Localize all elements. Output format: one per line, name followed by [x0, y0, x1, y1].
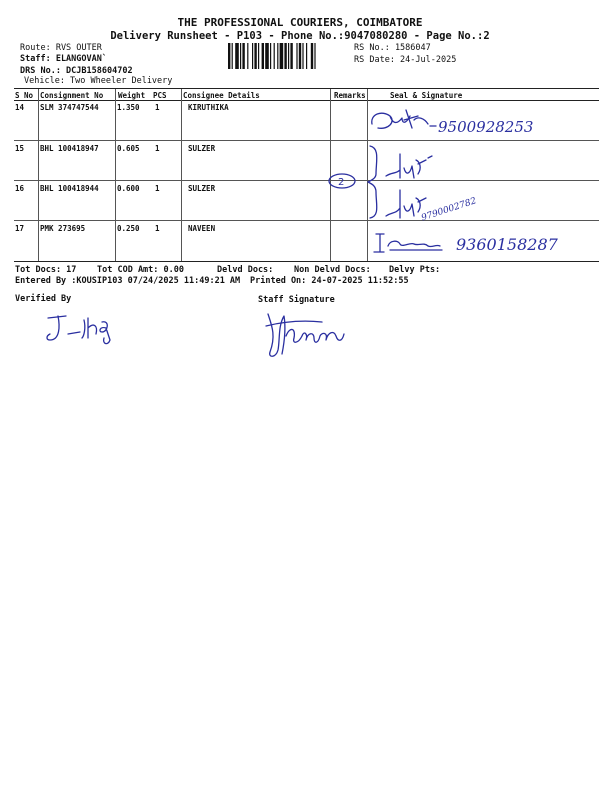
staff-signature — [262, 306, 362, 366]
row-sno: 17 — [15, 224, 25, 233]
row-sno: 15 — [15, 144, 25, 153]
total-cod-amount: Tot COD Amt: 0.00 — [97, 265, 184, 275]
row-divider — [14, 140, 599, 141]
staff-label: Staff: ELANGOVAN` — [20, 54, 107, 64]
barcode-bar — [277, 43, 278, 69]
remark-circled-number: 2 — [338, 177, 345, 188]
row-weight: 1.350 — [117, 103, 140, 112]
signature-row-15 — [382, 150, 442, 186]
barcode-bar — [284, 43, 286, 69]
col-header-signature: Seal & Signature — [390, 91, 463, 100]
barcode-bar — [240, 43, 241, 69]
col-header-remarks: Remarks — [334, 91, 366, 100]
barcode-image — [228, 43, 348, 69]
barcode-bar — [306, 43, 307, 69]
row-consignee: NAVEEN — [188, 224, 216, 233]
row-consignment: PMK 273695 — [40, 224, 86, 233]
barcode-bar — [247, 43, 248, 69]
barcode-bar — [242, 43, 244, 69]
rs-date: RS Date: 24-Jul-2025 — [354, 55, 457, 65]
col-header-sno: S No — [15, 91, 34, 100]
col-divider — [115, 89, 116, 261]
barcode-bar — [299, 43, 301, 69]
barcode-bar — [270, 43, 271, 69]
barcode-bar — [258, 43, 259, 69]
barcode-bar — [232, 43, 233, 69]
col-divider — [181, 89, 182, 261]
delivered-docs: Delvd Docs: — [217, 265, 274, 275]
barcode-bar — [265, 43, 269, 69]
rs-number: RS No.: 1586047 — [354, 43, 431, 53]
col-divider — [38, 89, 39, 261]
verified-by-signature — [44, 312, 164, 352]
row-divider — [14, 180, 599, 181]
col-header-consignee: Consignee Details — [183, 91, 260, 100]
row-pcs: 1 — [155, 144, 160, 153]
row-consignee: SULZER — [188, 184, 216, 193]
barcode-bar — [288, 43, 289, 69]
staff-signature-label: Staff Signature — [258, 295, 335, 305]
printed-on: Printed On: 24-07-2025 11:52:55 — [250, 276, 409, 286]
non-delivered-docs: Non Delvd Docs: — [294, 265, 371, 275]
total-docs: Tot Docs: 17 — [15, 265, 77, 275]
signature-phone: 9500928253 — [438, 118, 534, 136]
row-pcs: 1 — [155, 224, 160, 233]
table-top-rule — [14, 88, 599, 89]
row-consignment: BHL 100418947 — [40, 144, 99, 153]
table-bottom-rule — [14, 261, 599, 262]
barcode-bar — [262, 43, 264, 69]
row-consignment: SLM 374747544 — [40, 103, 99, 112]
route-label: Route: RVS OUTER — [20, 43, 102, 53]
row-pcs: 1 — [155, 184, 160, 193]
remark-brace-mark — [326, 142, 386, 222]
drs-label: DRS No.: DCJB158604702 — [20, 66, 133, 76]
barcode-bar — [290, 43, 292, 69]
signature-phone: 9790002782 — [420, 196, 478, 224]
signature-row-16 — [382, 186, 502, 226]
verified-by-label: Verified By — [15, 294, 72, 304]
row-weight: 0.605 — [117, 144, 140, 153]
barcode-bar — [314, 43, 315, 69]
row-weight: 0.600 — [117, 184, 140, 193]
row-divider — [14, 220, 599, 221]
row-consignee: KIRUTHIKA — [188, 103, 229, 112]
runsheet-title: Delivery Runsheet - P103 - Phone No.:9047080280 - Page No.:2 — [110, 30, 490, 42]
row-consignment: BHL 100418944 — [40, 184, 99, 193]
signature-phone: 9360158287 — [456, 235, 558, 254]
row-pcs: 1 — [155, 103, 160, 112]
barcode-bar — [235, 43, 239, 69]
col-header-consignment: Consignment No — [40, 91, 104, 100]
row-sno: 14 — [15, 103, 25, 112]
barcode-bar — [274, 43, 275, 69]
col-header-pcs: PCS — [153, 91, 167, 100]
row-sno: 16 — [15, 184, 25, 193]
delivery-points: Delvy Pts: — [389, 265, 441, 275]
company-title: THE PROFESSIONAL COURIERS, COIMBATORE — [177, 16, 423, 29]
barcode-bar — [296, 43, 297, 69]
signature-row-14 — [368, 106, 543, 140]
row-consignee: SULZER — [188, 144, 216, 153]
vehicle-label: Vehicle: Two Wheeler Delivery — [24, 76, 173, 86]
entered-by: Entered By :KOUSIP103 07/24/2025 11:49:21 AM — [15, 276, 241, 286]
row-weight: 0.250 — [117, 224, 140, 233]
signature-row-17 — [370, 226, 558, 258]
barcode-bar — [280, 43, 284, 69]
barcode-bar — [302, 43, 303, 69]
table-header-rule — [14, 100, 599, 101]
barcode-bar — [252, 43, 253, 69]
barcode-bar — [254, 43, 256, 69]
barcode-bar — [311, 43, 313, 69]
barcode-bar — [228, 43, 230, 69]
col-header-weight: Weight — [118, 91, 146, 100]
